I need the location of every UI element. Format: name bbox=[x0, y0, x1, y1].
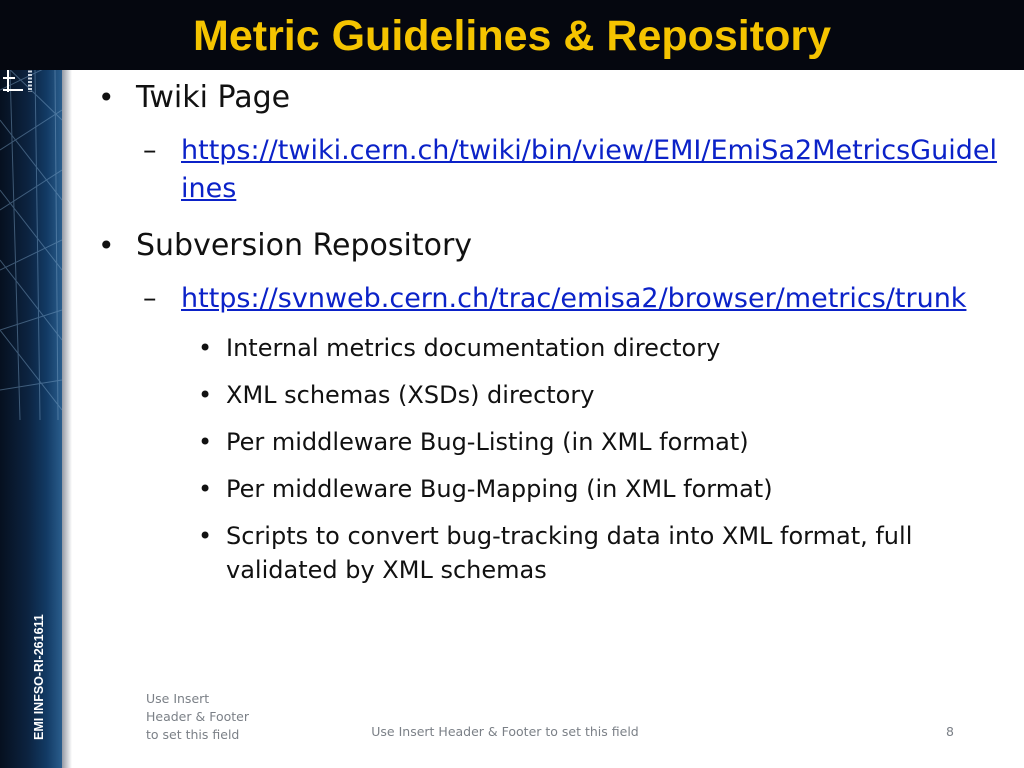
footer-center-field: Use Insert Header & Footer to set this field bbox=[371, 724, 639, 739]
bullet-marker: • bbox=[98, 81, 115, 114]
bullet-marker: • bbox=[198, 428, 213, 456]
page-number: 8 bbox=[946, 724, 954, 739]
list-item-text: Per middleware Bug-Mapping (in XML format) bbox=[226, 475, 773, 503]
list-item bbox=[98, 472, 998, 506]
bullet-twiki-page bbox=[98, 78, 998, 118]
grid-pattern-graphic bbox=[0, 0, 62, 768]
sub-item-twiki-link bbox=[98, 132, 998, 208]
list-item-text: XML schemas (XSDs) directory bbox=[226, 381, 595, 409]
strip-shadow bbox=[62, 70, 72, 768]
bullet-marker: • bbox=[198, 475, 213, 503]
footer-left-field: Use Insert Header & Footer to set this field bbox=[146, 691, 249, 742]
slide-content bbox=[98, 78, 998, 587]
twiki-link[interactable]: https://twiki.cern.ch/twiki/bin/view/EMI/EmiSa2MetricsGuidelines bbox=[181, 135, 997, 204]
list-item-text: Internal metrics documentation directory bbox=[226, 334, 721, 362]
bullet-text: Subversion Repository bbox=[136, 228, 473, 263]
bullet-text: Twiki Page bbox=[136, 80, 291, 115]
bullet-marker: • bbox=[198, 381, 213, 409]
list-item-text: Scripts to convert bug-tracking data into XML format, full validated by XML schemas bbox=[226, 522, 913, 584]
list-item-text: Per middleware Bug-Listing (in XML format) bbox=[226, 428, 749, 456]
bullet-marker: • bbox=[98, 229, 115, 262]
svn-link[interactable]: https://svnweb.cern.ch/trac/emisa2/browser/metrics/trunk bbox=[181, 283, 967, 314]
dash-marker: – bbox=[143, 283, 157, 314]
list-item bbox=[98, 331, 998, 365]
dash-marker: – bbox=[143, 135, 157, 166]
bullet-subversion-repository bbox=[98, 226, 998, 266]
list-item bbox=[98, 425, 998, 459]
slide-title: Metric Guidelines & Repository bbox=[193, 12, 831, 60]
sub-item-svn-link bbox=[98, 280, 998, 318]
bullet-marker: • bbox=[198, 334, 213, 362]
list-item bbox=[98, 519, 998, 587]
bullet-marker: • bbox=[198, 522, 213, 550]
project-id-label: EMI INFSO-RI-261611 bbox=[32, 614, 46, 740]
list-item bbox=[98, 378, 998, 412]
left-decorative-strip bbox=[0, 0, 62, 768]
